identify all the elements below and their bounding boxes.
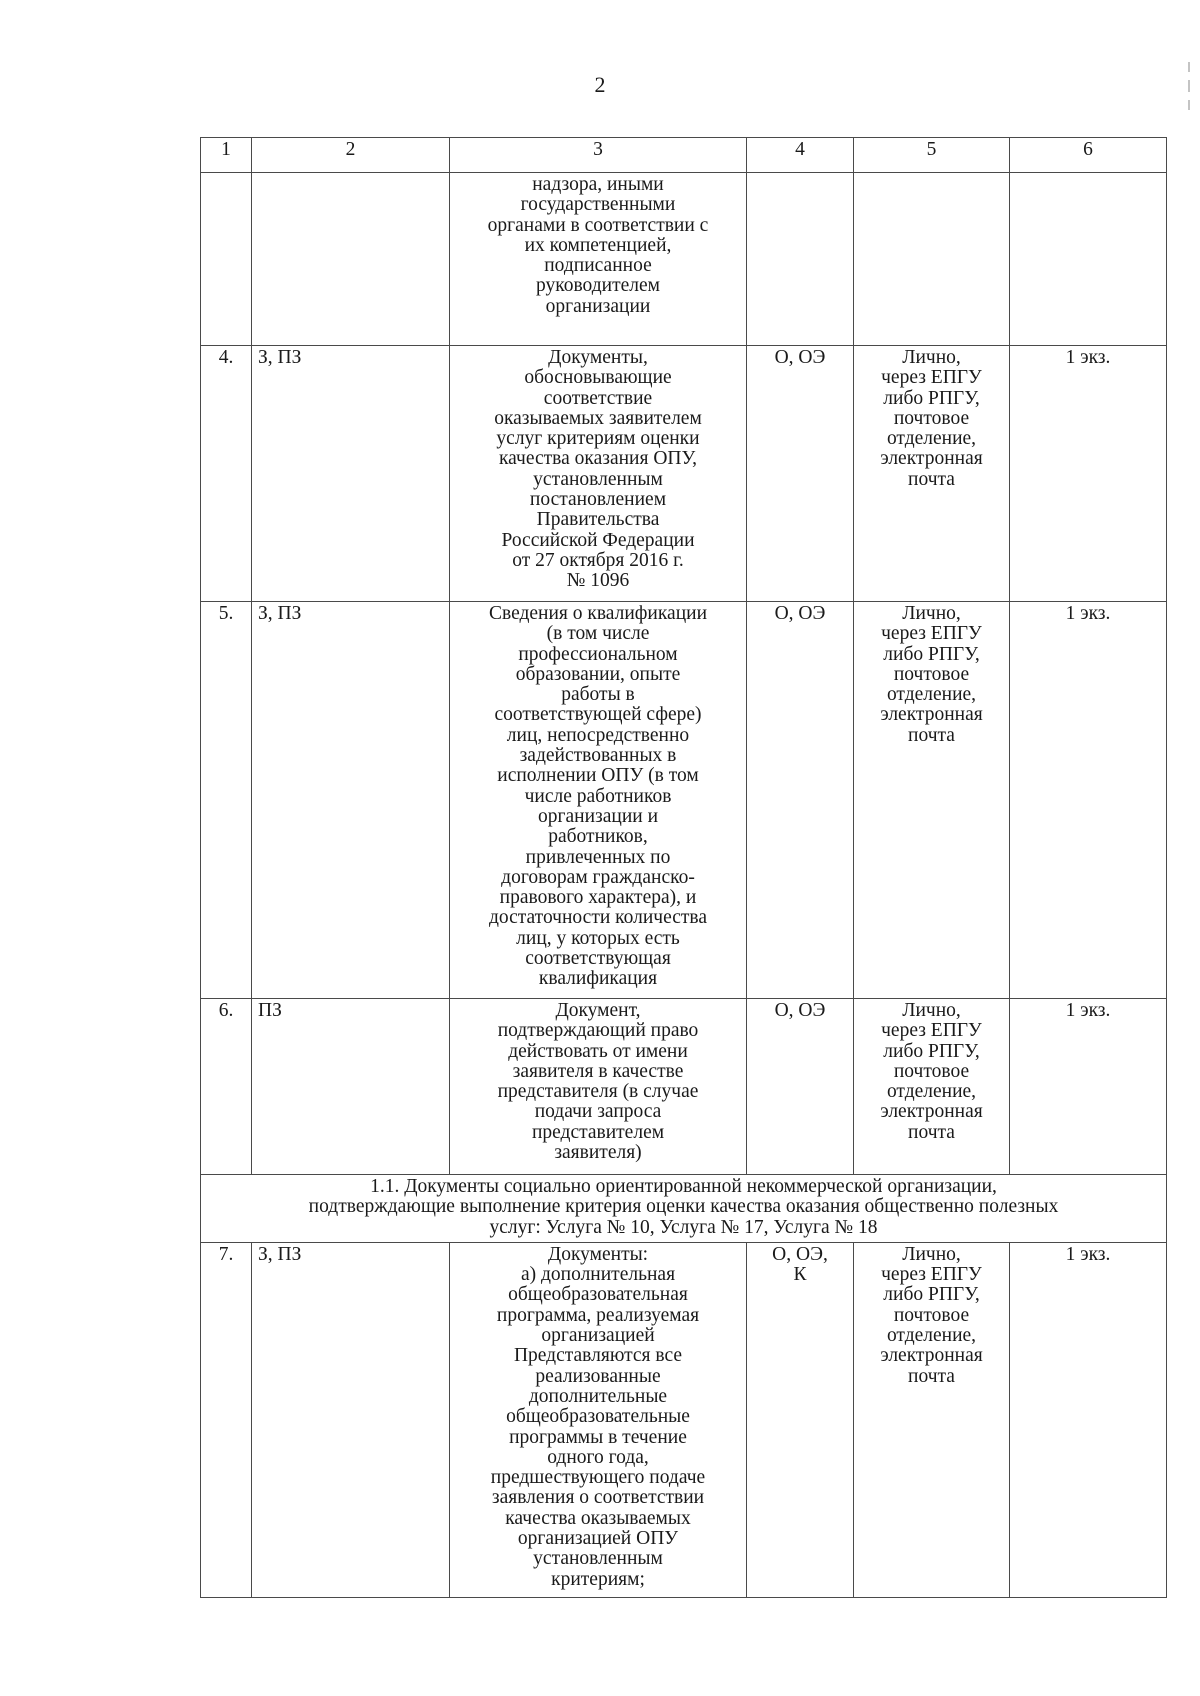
document-description: Документы: а) дополнительная общеобразовательная программа, реализуемая организацией Представляются все реализованные дополнительные общеобразовательные программы в течение одного года, предшествующего подаче заявления о соответствии качества оказываемых организацией ОПУ установленным критериям; [450,1242,747,1597]
copies-count: 1 экз. [1010,602,1167,999]
copies-count: 1 экз. [1010,346,1167,602]
submission-method: Лично, через ЕПГУ либо РПГУ, почтовое отделение, электронная почта [854,346,1010,602]
document-form [747,173,854,346]
document-form: О, ОЭ [747,999,854,1175]
submission-method [854,173,1010,346]
header-col-6: 6 [1010,138,1167,173]
header-col-2: 2 [252,138,450,173]
document-form: О, ОЭ [747,346,854,602]
row-number: 4. [201,346,252,602]
applicant-category: З, ПЗ [252,1242,450,1597]
section-heading-row [201,1175,1167,1243]
table-row [201,346,1167,602]
document-description: Документ, подтверждающий право действовать от имени заявителя в качестве представителя (в случае подачи запроса представителем заявителя) [450,999,747,1175]
document-form: О, ОЭ, К [747,1242,854,1597]
header-col-5: 5 [854,138,1010,173]
copies-count [1010,173,1167,346]
header-col-3: 3 [450,138,747,173]
document-form: О, ОЭ [747,602,854,999]
copies-count: 1 экз. [1010,999,1167,1175]
row-number [201,173,252,346]
documents-table [200,137,1167,1598]
header-col-1: 1 [201,138,252,173]
table-row [201,1242,1167,1597]
table-row [201,173,1167,346]
document-description: Сведения о квалификации (в том числе профессиональном образовании, опыте работы в соответствующей сфере) лиц, непосредственно задействованных в исполнении ОПУ (в том числе работников организации и работников, привлеченных по договорам гражданско- правового характера), и достаточности количества лиц, у которых есть соответствующая квалификация [450,602,747,999]
scan-edge-marks [1186,62,1192,112]
page-number: 2 [594,72,606,97]
row-number: 5. [201,602,252,999]
section-heading: 1.1. Документы социально ориентированной некоммерческой организации, подтверждающие выполнение критерия оценки качества оказания общественно полезных услуг: Услуга № 10, Услуга № 17, Услуга № 18 [201,1175,1167,1243]
row-number: 6. [201,999,252,1175]
document-description: надзора, иными государственными органами в соответствии с их компетенцией, подписанное руководителем организации [450,173,747,346]
submission-method: Лично, через ЕПГУ либо РПГУ, почтовое отделение, электронная почта [854,999,1010,1175]
applicant-category: ПЗ [252,999,450,1175]
table-row [201,602,1167,999]
submission-method: Лично, через ЕПГУ либо РПГУ, почтовое отделение, электронная почта [854,1242,1010,1597]
applicant-category: З, ПЗ [252,346,450,602]
table-header-row [201,138,1167,173]
applicant-category: З, ПЗ [252,602,450,999]
row-number: 7. [201,1242,252,1597]
submission-method: Лично, через ЕПГУ либо РПГУ, почтовое отделение, электронная почта [854,602,1010,999]
table-row [201,999,1167,1175]
applicant-category [252,173,450,346]
header-col-4: 4 [747,138,854,173]
copies-count: 1 экз. [1010,1242,1167,1597]
document-description: Документы, обосновывающие соответствие оказываемых заявителем услуг критериям оценки качества оказания ОПУ, установленным постановлением Правительства Российской Федерации от 27 октября 2016 г. № 1096 [450,346,747,602]
